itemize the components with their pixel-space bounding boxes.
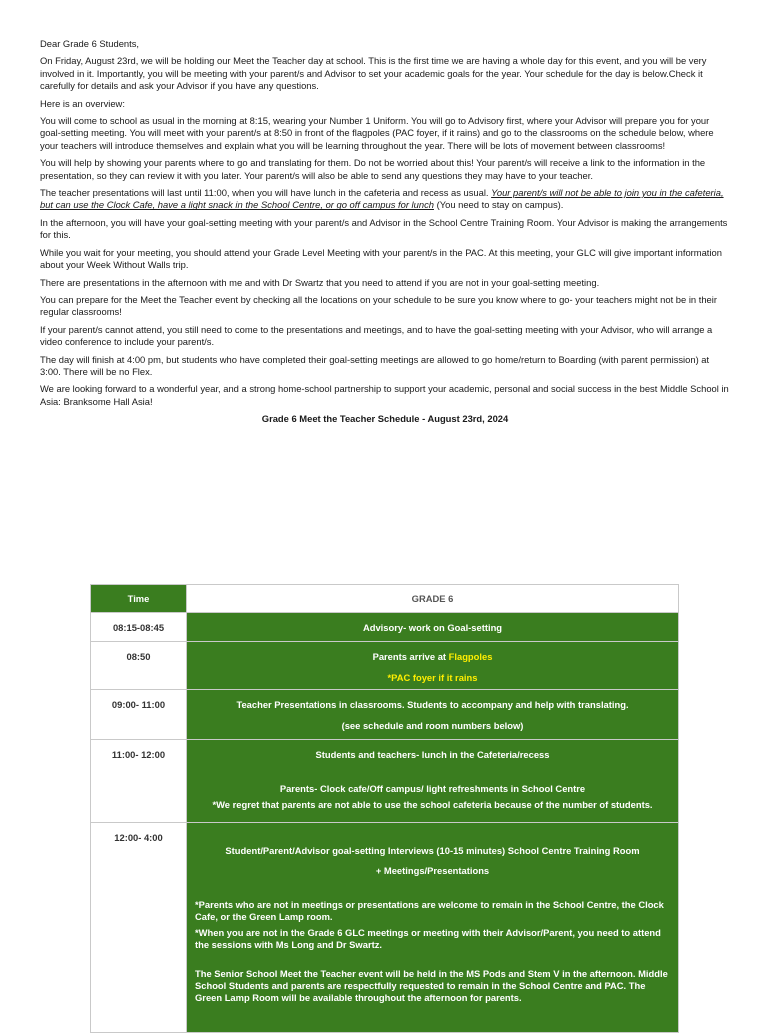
activity-line: Students and teachers- lunch in the Cafeteria/recess [315,749,550,760]
activity-line: (see schedule and room numbers below) [341,720,524,731]
paragraph [40,187,730,212]
paragraph-text: (You need to stay on campus). [433,199,564,211]
paragraph: You will come to school as usual in the morning at 8:15, wearing your Number 1 Uniform. You will go to Advisory first, where your Advisor will prepare you for your goal-setting meeting. You will meet with your parent/s at 8:50 in front of the flagpoles (PAC foyer, if it rains) and go to the classrooms on the schedule below, where your teachers will introduce themselves and explain what you will be learning throughout the year. There will be lots of movement between classrooms! [40,115,714,151]
activity-cell [187,642,679,690]
activity-cell [187,740,679,823]
underlined-note: Your parent/s will not be able to join you in the cafeteria, but can use the Clock Cafe, have a light snack in the School Centre, or go off campus for lunch [40,187,724,211]
paragraph: If your parent/s cannot attend, you still need to come to the presentations and meetings, and to have the goal-setting meeting with your Advisor, who will arrange a video conference to include your parent/s. [40,323,713,348]
table-row [91,642,679,690]
table-row [91,690,679,740]
paragraph: In the afternoon, you will have your goal-setting meeting with your parent/s and Advisor in the School Centre Training Room. Your Advisor is making the arrangements for this. [40,216,728,241]
time-cell: 12:00- 4:00 [91,823,187,1033]
paragraph-text: The teacher presentations will last until 11:00, when you will have lunch in the cafeteria and recess as usual. [40,187,492,199]
rain-note: *PAC foyer if it rains [387,672,478,683]
schedule-title: Grade 6 Meet the Teacher Schedule - August 23rd, 2024 [261,413,509,425]
activity-cell: Advisory- work on Goal-setting [187,613,679,642]
schedule-table [90,584,679,1033]
column-header-grade: GRADE 6 [187,585,679,613]
table-row [91,613,679,642]
column-header-time: Time [91,585,187,613]
paragraph: While you wait for your meeting, you should attend your Grade Level Meeting with your parent/s in the PAC. At this meeting, your GLC will give important information about your Week Without Walls trip. [40,246,722,271]
activity-line: *We regret that parents are not able to use the school cafeteria because of the number of students. [212,799,653,810]
table-row [91,823,679,1033]
letter-body [40,38,730,426]
greeting: Dear Grade 6 Students, [40,38,140,49]
activity-cell [187,690,679,740]
time-cell: 11:00- 12:00 [91,740,187,823]
paragraph: You can prepare for the Meet the Teacher event by checking all the locations on your schedule to be sure you know where to go- your teachers might not be in their regular classrooms! [40,293,717,318]
activity-note: *Parents who are not in meetings or presentations are welcome to remain in the School Centre, the Clock Cafe, or the Green Lamp room. [195,899,664,922]
paragraph: On Friday, August 23rd, we will be holding our Meet the Teacher day at school. This is the first time we are having a whole day for this event, and you will be very involved in it. Importantly, you will be meeting with your parent/s and Advisor to set your academic goals for the year. Your schedule for the day is below.Check it carefully for details and ask your Advisor if you have any questions. [40,55,707,92]
time-cell: 09:00- 11:00 [91,690,187,740]
time-cell: 08:50 [91,642,187,690]
paragraph: There are presentations in the afternoon with me and with Dr Swartz that you need to attend if you are not in your goal-setting meeting. [40,276,600,288]
activity-cell [187,823,679,1033]
time-cell: 08:15-08:45 [91,613,187,642]
activity-line: Parents- Clock cafe/Off campus/ light refreshments in School Centre [279,783,586,794]
paragraph: You will help by showing your parents where to go and translating for them. Do not be worried about this! Your parent/s will receive a link to the information in the presentation, so they can review it with you later. Your parent/s will also be able to send any questions they may have to your teacher. [40,157,706,181]
table-row [91,740,679,823]
activity-line: Student/Parent/Advisor goal-setting Interviews (10-15 minutes) School Centre Training Room [225,845,640,856]
arrival-line [187,651,678,663]
activity-line: Teacher Presentations in classrooms. Students to accompany and help with translating. [236,699,629,710]
table-header-row [91,585,679,613]
paragraph: The day will finish at 4:00 pm, but students who have completed their goal-setting meetings are allowed to go home/return to Boarding (with parent permission) at 3:00. There will be no Flex. [40,353,710,377]
paragraph: We are looking forward to a wonderful year, and a strong home-school partnership to support your academic, personal and social success in the best Middle School in Asia: Branksome Hall Asia! [40,383,729,407]
activity-line: + Meetings/Presentations [375,865,490,876]
paragraph: Here is an overview: [40,97,125,109]
activity-note: *When you are not in the Grade 6 GLC meetings or meeting with their Advisor/Parent, you need to attend the sessions with Ms Long and Dr Swartz. [195,927,661,950]
flagpoles-text: Flagpoles [448,651,493,662]
arrival-text: Parents arrive at [372,651,449,662]
activity-note: The Senior School Meet the Teacher event will be held in the MS Pods and Stem V in the afternoon. Middle School Students and parents are respectfully requested to remain in the School Centre and PAC. The Green Lamp Room will be available throughout the afternoon for parents. [195,968,668,1003]
